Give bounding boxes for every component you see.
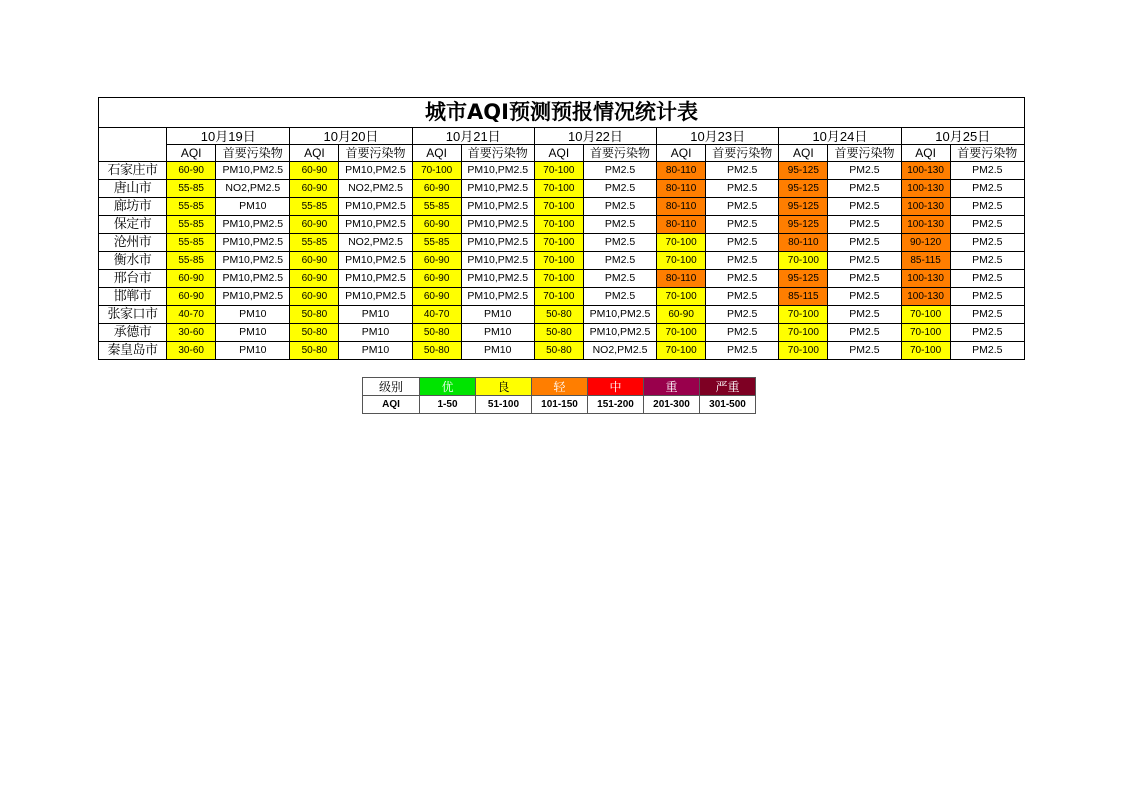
aqi-range-cell: 95-125 xyxy=(779,198,828,216)
primary-pollutant-cell: PM10 xyxy=(216,342,290,360)
aqi-range-cell: 100-130 xyxy=(901,216,950,234)
primary-pollutant-cell: PM2.5 xyxy=(706,342,779,360)
city-name: 保定市 xyxy=(99,216,167,234)
aqi-range-cell: 50-80 xyxy=(290,306,339,324)
aqi-column-header: AQI xyxy=(167,145,216,162)
aqi-range-cell: 70-100 xyxy=(534,270,583,288)
city-name: 廊坊市 xyxy=(99,198,167,216)
primary-pollutant-cell: PM2.5 xyxy=(950,198,1024,216)
aqi-range-cell: 80-110 xyxy=(657,198,706,216)
primary-pollutant-cell: PM10,PM2.5 xyxy=(216,216,290,234)
date-header: 10月23日 xyxy=(657,128,779,145)
aqi-range-cell: 50-80 xyxy=(534,342,583,360)
aqi-range-cell: 60-90 xyxy=(412,216,461,234)
aqi-range-cell: 55-85 xyxy=(290,234,339,252)
aqi-range-cell: 70-100 xyxy=(534,198,583,216)
primary-pollutant-cell: PM10,PM2.5 xyxy=(461,162,534,180)
pollutant-column-header: 首要污染物 xyxy=(583,145,656,162)
aqi-range-cell: 70-100 xyxy=(901,306,950,324)
aqi-range-cell: 55-85 xyxy=(167,180,216,198)
aqi-range-cell: 60-90 xyxy=(167,162,216,180)
legend-aqi-range: 1-50 xyxy=(420,396,476,414)
aqi-range-cell: 55-85 xyxy=(412,234,461,252)
aqi-range-cell: 70-100 xyxy=(534,252,583,270)
primary-pollutant-cell: PM10,PM2.5 xyxy=(461,216,534,234)
aqi-column-header: AQI xyxy=(534,145,583,162)
primary-pollutant-cell: PM2.5 xyxy=(583,288,656,306)
aqi-range-cell: 80-110 xyxy=(779,234,828,252)
aqi-range-cell: 95-125 xyxy=(779,270,828,288)
legend-level-swatch: 良 xyxy=(476,378,532,396)
aqi-range-cell: 70-100 xyxy=(534,234,583,252)
aqi-range-cell: 90-120 xyxy=(901,234,950,252)
primary-pollutant-cell: PM2.5 xyxy=(706,216,779,234)
aqi-range-cell: 70-100 xyxy=(779,252,828,270)
primary-pollutant-cell: PM2.5 xyxy=(583,198,656,216)
aqi-range-cell: 85-115 xyxy=(901,252,950,270)
primary-pollutant-cell: PM10 xyxy=(461,306,534,324)
primary-pollutant-cell: PM2.5 xyxy=(950,252,1024,270)
table-row xyxy=(99,342,1025,360)
aqi-range-cell: 60-90 xyxy=(290,180,339,198)
primary-pollutant-cell: PM10,PM2.5 xyxy=(216,252,290,270)
table-row xyxy=(99,198,1025,216)
primary-pollutant-cell: PM2.5 xyxy=(706,198,779,216)
aqi-range-cell: 60-90 xyxy=(657,306,706,324)
table-row xyxy=(99,162,1025,180)
aqi-range-cell: 60-90 xyxy=(412,270,461,288)
aqi-range-cell: 95-125 xyxy=(779,216,828,234)
aqi-range-cell: 100-130 xyxy=(901,288,950,306)
primary-pollutant-cell: PM10 xyxy=(339,324,412,342)
primary-pollutant-cell: NO2,PM2.5 xyxy=(583,342,656,360)
legend-level-swatch: 优 xyxy=(420,378,476,396)
aqi-range-cell: 55-85 xyxy=(167,252,216,270)
aqi-range-cell: 50-80 xyxy=(412,324,461,342)
aqi-range-cell: 50-80 xyxy=(290,342,339,360)
primary-pollutant-cell: PM2.5 xyxy=(828,234,901,252)
aqi-range-cell: 55-85 xyxy=(167,198,216,216)
primary-pollutant-cell: PM2.5 xyxy=(706,288,779,306)
aqi-range-cell: 60-90 xyxy=(412,288,461,306)
aqi-range-cell: 70-100 xyxy=(534,288,583,306)
table-row xyxy=(99,288,1025,306)
primary-pollutant-cell: PM2.5 xyxy=(828,180,901,198)
primary-pollutant-cell: PM2.5 xyxy=(706,234,779,252)
aqi-range-cell: 60-90 xyxy=(290,162,339,180)
date-header: 10月19日 xyxy=(167,128,290,145)
aqi-range-cell: 100-130 xyxy=(901,270,950,288)
aqi-range-cell: 55-85 xyxy=(412,198,461,216)
primary-pollutant-cell: PM10,PM2.5 xyxy=(216,234,290,252)
aqi-range-cell: 70-100 xyxy=(534,180,583,198)
primary-pollutant-cell: PM2.5 xyxy=(706,162,779,180)
table-row xyxy=(99,270,1025,288)
table-row xyxy=(99,324,1025,342)
aqi-range-cell: 70-100 xyxy=(534,162,583,180)
aqi-range-cell: 50-80 xyxy=(412,342,461,360)
aqi-range-cell: 70-100 xyxy=(412,162,461,180)
legend-aqi-range: 151-200 xyxy=(588,396,644,414)
legend-aqi-range: 301-500 xyxy=(700,396,756,414)
aqi-range-cell: 100-130 xyxy=(901,198,950,216)
legend-level-label: 级别 xyxy=(363,378,420,396)
primary-pollutant-cell: PM10,PM2.5 xyxy=(216,288,290,306)
aqi-range-cell: 60-90 xyxy=(412,252,461,270)
aqi-range-cell: 60-90 xyxy=(167,270,216,288)
aqi-range-cell: 60-90 xyxy=(167,288,216,306)
aqi-range-cell: 80-110 xyxy=(657,180,706,198)
city-name: 唐山市 xyxy=(99,180,167,198)
date-header: 10月21日 xyxy=(412,128,534,145)
aqi-range-cell: 30-60 xyxy=(167,342,216,360)
aqi-range-cell: 60-90 xyxy=(290,252,339,270)
primary-pollutant-cell: PM2.5 xyxy=(950,216,1024,234)
aqi-forecast-table xyxy=(98,97,1025,360)
primary-pollutant-cell: PM2.5 xyxy=(828,162,901,180)
aqi-range-cell: 60-90 xyxy=(290,270,339,288)
aqi-range-cell: 80-110 xyxy=(657,270,706,288)
primary-pollutant-cell: PM2.5 xyxy=(828,342,901,360)
primary-pollutant-cell: PM2.5 xyxy=(583,252,656,270)
table-row xyxy=(99,180,1025,198)
city-name: 承德市 xyxy=(99,324,167,342)
legend-level-swatch: 重 xyxy=(644,378,700,396)
table-row xyxy=(99,252,1025,270)
aqi-range-cell: 80-110 xyxy=(657,216,706,234)
primary-pollutant-cell: PM2.5 xyxy=(583,162,656,180)
aqi-range-cell: 70-100 xyxy=(657,342,706,360)
pollutant-column-header: 首要污染物 xyxy=(461,145,534,162)
table-row xyxy=(99,306,1025,324)
primary-pollutant-cell: PM2.5 xyxy=(950,162,1024,180)
city-name: 沧州市 xyxy=(99,234,167,252)
primary-pollutant-cell: PM10,PM2.5 xyxy=(461,198,534,216)
primary-pollutant-cell: PM10 xyxy=(339,342,412,360)
city-name: 邢台市 xyxy=(99,270,167,288)
primary-pollutant-cell: PM2.5 xyxy=(950,306,1024,324)
aqi-range-cell: 70-100 xyxy=(534,216,583,234)
primary-pollutant-cell: PM10,PM2.5 xyxy=(461,234,534,252)
primary-pollutant-cell: PM2.5 xyxy=(828,252,901,270)
primary-pollutant-cell: PM2.5 xyxy=(950,234,1024,252)
aqi-range-cell: 70-100 xyxy=(657,288,706,306)
primary-pollutant-cell: PM10,PM2.5 xyxy=(339,162,412,180)
primary-pollutant-cell: PM10,PM2.5 xyxy=(339,288,412,306)
table-row xyxy=(99,216,1025,234)
legend-aqi-range: 201-300 xyxy=(644,396,700,414)
primary-pollutant-cell: PM10 xyxy=(216,306,290,324)
pollutant-column-header: 首要污染物 xyxy=(828,145,901,162)
aqi-range-cell: 70-100 xyxy=(901,342,950,360)
legend-level-swatch: 轻 xyxy=(532,378,588,396)
primary-pollutant-cell: PM2.5 xyxy=(583,216,656,234)
primary-pollutant-cell: PM10 xyxy=(461,342,534,360)
primary-pollutant-cell: PM2.5 xyxy=(706,270,779,288)
primary-pollutant-cell: PM2.5 xyxy=(950,324,1024,342)
pollutant-column-header: 首要污染物 xyxy=(706,145,779,162)
legend-level-swatch: 严重 xyxy=(700,378,756,396)
aqi-range-cell: 60-90 xyxy=(290,288,339,306)
primary-pollutant-cell: PM2.5 xyxy=(706,180,779,198)
primary-pollutant-cell: PM10,PM2.5 xyxy=(461,180,534,198)
aqi-range-cell: 70-100 xyxy=(657,252,706,270)
primary-pollutant-cell: PM2.5 xyxy=(950,270,1024,288)
aqi-column-header: AQI xyxy=(901,145,950,162)
primary-pollutant-cell: PM2.5 xyxy=(583,270,656,288)
aqi-range-cell: 55-85 xyxy=(167,234,216,252)
legend-level-swatch: 中 xyxy=(588,378,644,396)
primary-pollutant-cell: PM10,PM2.5 xyxy=(339,216,412,234)
primary-pollutant-cell: NO2,PM2.5 xyxy=(339,234,412,252)
primary-pollutant-cell: PM2.5 xyxy=(828,270,901,288)
date-header: 10月20日 xyxy=(290,128,412,145)
primary-pollutant-cell: PM2.5 xyxy=(828,306,901,324)
primary-pollutant-cell: PM2.5 xyxy=(706,306,779,324)
primary-pollutant-cell: PM10,PM2.5 xyxy=(461,288,534,306)
primary-pollutant-cell: PM2.5 xyxy=(950,180,1024,198)
date-header: 10月25日 xyxy=(901,128,1024,145)
primary-pollutant-cell: PM2.5 xyxy=(706,324,779,342)
page-title: 城市AQI预测预报情况统计表 xyxy=(99,98,1025,128)
primary-pollutant-cell: PM10 xyxy=(216,198,290,216)
aqi-range-cell: 95-125 xyxy=(779,162,828,180)
city-name: 衡水市 xyxy=(99,252,167,270)
aqi-range-cell: 55-85 xyxy=(167,216,216,234)
pollutant-column-header: 首要污染物 xyxy=(339,145,412,162)
date-header: 10月22日 xyxy=(534,128,656,145)
table-row xyxy=(99,234,1025,252)
aqi-column-header: AQI xyxy=(779,145,828,162)
primary-pollutant-cell: PM2.5 xyxy=(950,342,1024,360)
primary-pollutant-cell: PM2.5 xyxy=(706,252,779,270)
primary-pollutant-cell: PM10,PM2.5 xyxy=(583,306,656,324)
aqi-level-legend xyxy=(362,377,756,414)
aqi-column-header: AQI xyxy=(412,145,461,162)
city-name: 秦皇岛市 xyxy=(99,342,167,360)
aqi-range-cell: 60-90 xyxy=(412,180,461,198)
city-name: 石家庄市 xyxy=(99,162,167,180)
legend-aqi-label: AQI xyxy=(363,396,420,414)
aqi-range-cell: 95-125 xyxy=(779,180,828,198)
aqi-range-cell: 50-80 xyxy=(534,324,583,342)
aqi-range-cell: 70-100 xyxy=(657,234,706,252)
pollutant-column-header: 首要污染物 xyxy=(216,145,290,162)
primary-pollutant-cell: PM2.5 xyxy=(828,198,901,216)
aqi-range-cell: 70-100 xyxy=(779,306,828,324)
aqi-range-cell: 40-70 xyxy=(167,306,216,324)
aqi-range-cell: 60-90 xyxy=(290,216,339,234)
legend-aqi-range: 101-150 xyxy=(532,396,588,414)
aqi-range-cell: 70-100 xyxy=(901,324,950,342)
primary-pollutant-cell: PM10,PM2.5 xyxy=(461,252,534,270)
aqi-range-cell: 100-130 xyxy=(901,162,950,180)
primary-pollutant-cell: PM2.5 xyxy=(828,216,901,234)
corner-header-cell xyxy=(99,128,167,162)
city-name: 张家口市 xyxy=(99,306,167,324)
primary-pollutant-cell: PM10,PM2.5 xyxy=(583,324,656,342)
aqi-range-cell: 80-110 xyxy=(657,162,706,180)
primary-pollutant-cell: PM10,PM2.5 xyxy=(339,198,412,216)
primary-pollutant-cell: PM2.5 xyxy=(828,324,901,342)
primary-pollutant-cell: PM10,PM2.5 xyxy=(216,162,290,180)
aqi-range-cell: 50-80 xyxy=(290,324,339,342)
primary-pollutant-cell: PM10,PM2.5 xyxy=(216,270,290,288)
primary-pollutant-cell: PM10 xyxy=(216,324,290,342)
primary-pollutant-cell: PM10,PM2.5 xyxy=(339,252,412,270)
aqi-range-cell: 100-130 xyxy=(901,180,950,198)
date-header: 10月24日 xyxy=(779,128,901,145)
aqi-range-cell: 70-100 xyxy=(779,342,828,360)
primary-pollutant-cell: NO2,PM2.5 xyxy=(339,180,412,198)
primary-pollutant-cell: PM2.5 xyxy=(583,180,656,198)
primary-pollutant-cell: PM10 xyxy=(461,324,534,342)
aqi-column-header: AQI xyxy=(290,145,339,162)
primary-pollutant-cell: PM10,PM2.5 xyxy=(461,270,534,288)
pollutant-column-header: 首要污染物 xyxy=(950,145,1024,162)
aqi-range-cell: 30-60 xyxy=(167,324,216,342)
aqi-range-cell: 55-85 xyxy=(290,198,339,216)
aqi-range-cell: 70-100 xyxy=(779,324,828,342)
aqi-range-cell: 50-80 xyxy=(534,306,583,324)
aqi-column-header: AQI xyxy=(657,145,706,162)
city-name: 邯郸市 xyxy=(99,288,167,306)
aqi-range-cell: 40-70 xyxy=(412,306,461,324)
primary-pollutant-cell: PM2.5 xyxy=(950,288,1024,306)
primary-pollutant-cell: PM10 xyxy=(339,306,412,324)
primary-pollutant-cell: PM10,PM2.5 xyxy=(339,270,412,288)
aqi-range-cell: 70-100 xyxy=(657,324,706,342)
legend-aqi-range: 51-100 xyxy=(476,396,532,414)
primary-pollutant-cell: PM2.5 xyxy=(828,288,901,306)
primary-pollutant-cell: NO2,PM2.5 xyxy=(216,180,290,198)
aqi-range-cell: 85-115 xyxy=(779,288,828,306)
primary-pollutant-cell: PM2.5 xyxy=(583,234,656,252)
